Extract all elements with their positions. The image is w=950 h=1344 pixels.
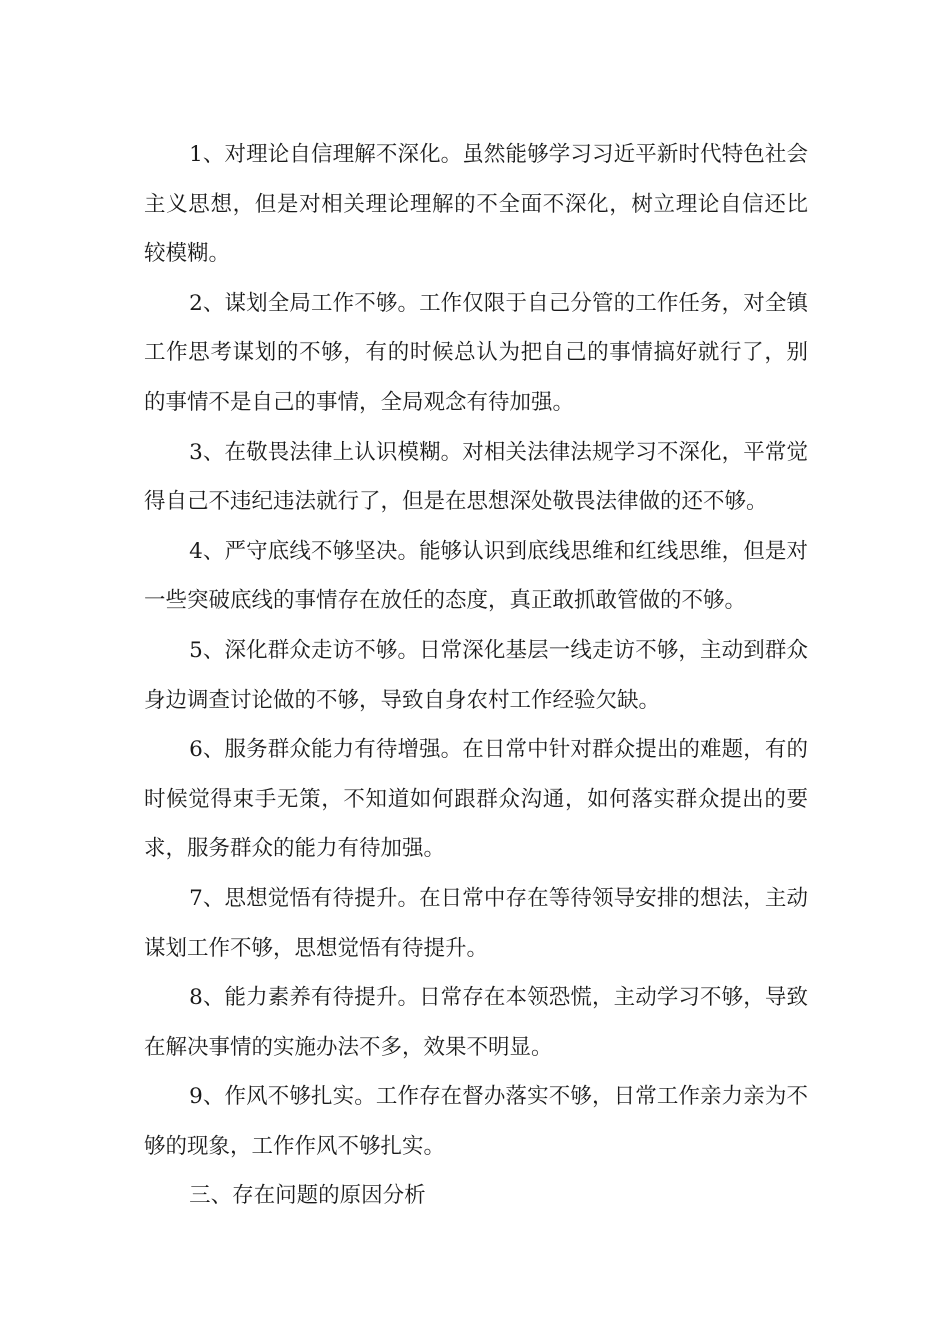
document-body [144,130,808,1221]
paragraph-5: 5、深化群众走访不够。日常深化基层一线走访不够，主动到群众身边调查讨论做的不够，导致自身农村工作经验欠缺。 [144,637,808,713]
paragraph-9: 9、作风不够扎实。工作存在督办落实不够，日常工作亲力亲为不够的现象，工作作风不够扎实。 [144,1084,808,1159]
section-heading: 三、存在问题的原因分析 [189,1183,426,1209]
paragraph-8: 8、能力素养有待提升。日常存在本领恐慌，主动学习不够，导致在解决事情的实施办法不多，效果不明显。 [144,985,808,1060]
paragraph-7: 7、思想觉悟有待提升。在日常中存在等待领导安排的想法，主动谋划工作不够，思想觉悟有待提升。 [144,885,808,961]
paragraph-3: 3、在敬畏法律上认识模糊。对相关法律法规学习不深化，平常觉得自己不违纪违法就行了，但是在思想深处敬畏法律做的还不够。 [144,439,808,515]
paragraph-4: 4、严守底线不够坚决。能够认识到底线思维和红线思维，但是对一些突破底线的事情存在放任的态度，真正敢抓敢管做的不够。 [144,538,808,614]
paragraph-1: 1、对理论自信理解不深化。虽然能够学习习近平新时代特色社会主义思想，但是对相关理论理解的不全面不深化，树立理论自信还比较模糊。 [144,142,808,267]
paragraph-6: 6、服务群众能力有待增强。在日常中针对群众提出的难题，有的时候觉得束手无策，不知道如何跟群众沟通，如何落实群众提出的要求，服务群众的能力有待加强。 [144,737,808,862]
paragraph-2: 2、谋划全局工作不够。工作仅限于自己分管的工作任务，对全镇工作思考谋划的不够，有的时候总认为把自己的事情搞好就行了，别的事情不是自己的事情，全局观念有待加强。 [144,290,808,415]
